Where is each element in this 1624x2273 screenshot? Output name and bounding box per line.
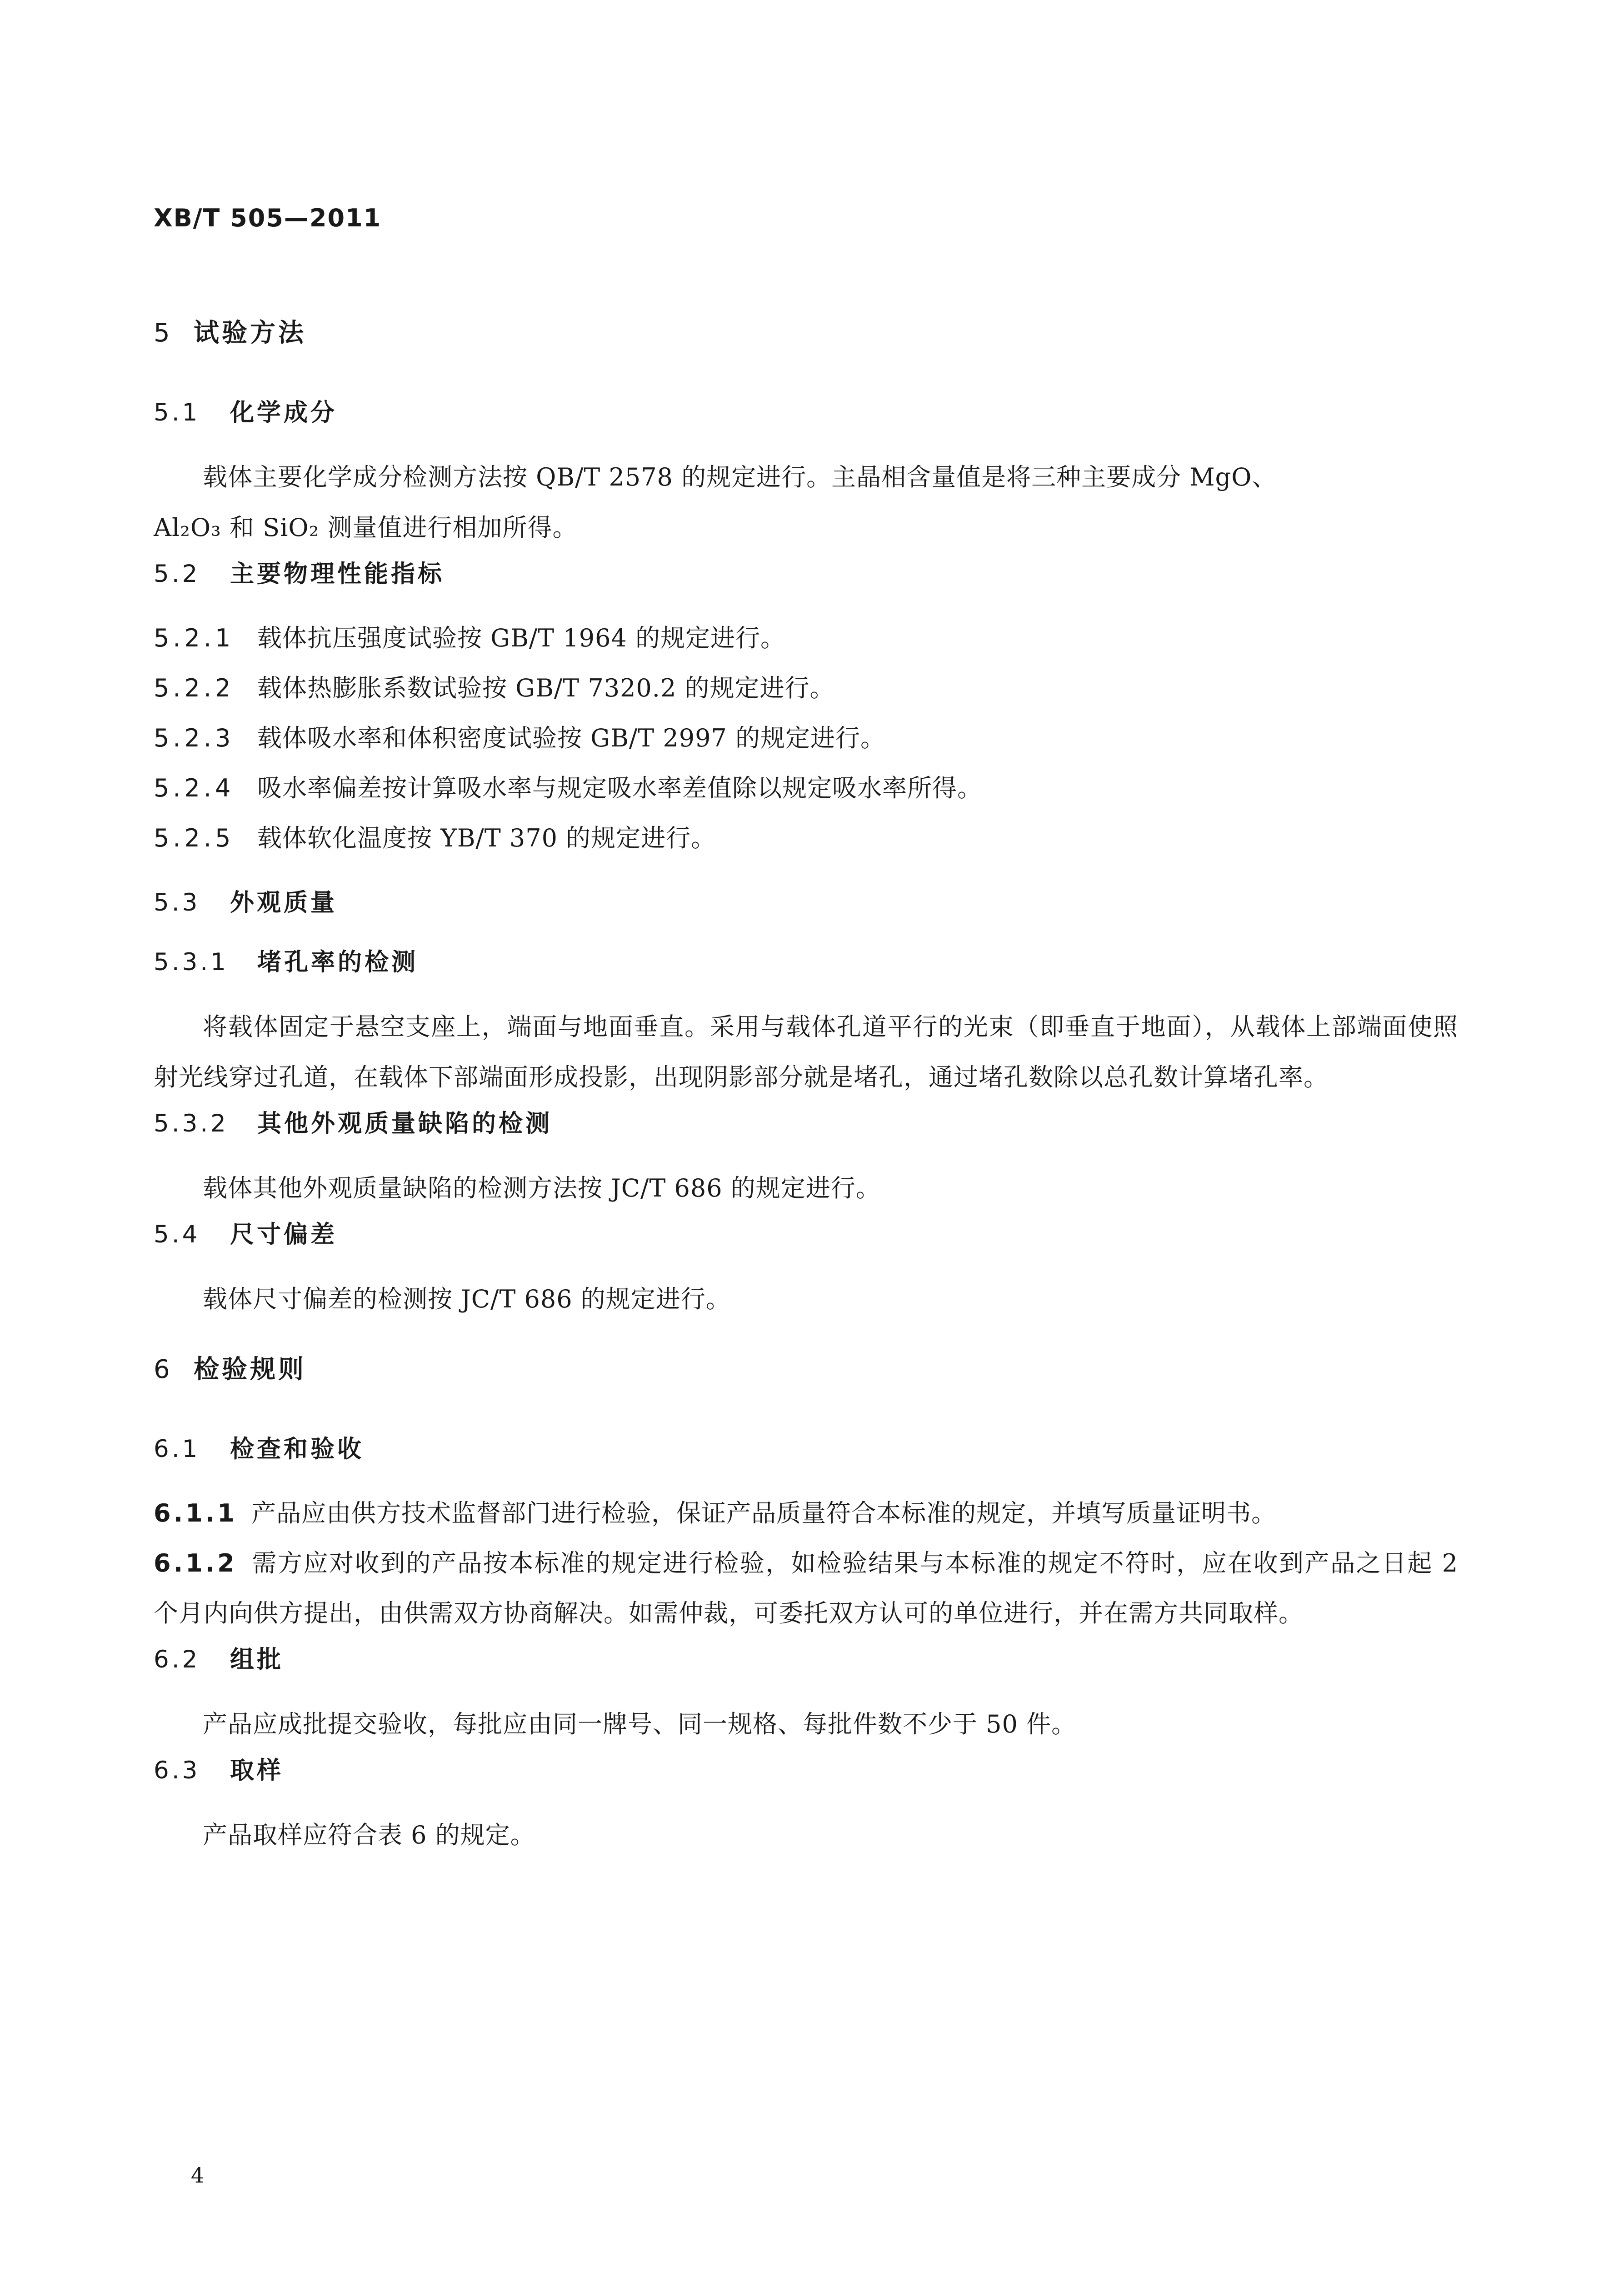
clause-5-2-2 [154, 663, 1458, 713]
section-title: 取样 [230, 1757, 284, 1784]
clause-number: 6.1.2 [154, 1549, 237, 1577]
paragraph-6-2: 产品应成批提交验收，每批应由同一牌号、同一规格、每批件数不少于 50 件。 [203, 1710, 1077, 1738]
document-body [154, 320, 1458, 1860]
section-title: 其他外观质量缺陷的检测 [257, 1110, 552, 1137]
section-number: 5.3.2 [154, 1110, 229, 1137]
clause-5-2-3 [154, 713, 1458, 763]
section-number: 6.3 [154, 1757, 200, 1784]
section-number: 5.3.1 [154, 948, 229, 976]
section-number: 5.3 [154, 889, 200, 916]
section-number: 6.2 [154, 1646, 200, 1673]
section-number: 5.4 [154, 1221, 200, 1248]
section-heading-5-3-2 [154, 1111, 1458, 1136]
clause-text: 吸水率偏差按计算吸水率与规定吸水率差值除以规定吸水率所得。 [257, 774, 982, 802]
clause-text: 载体软化温度按 YB/T 370 的规定进行。 [257, 824, 716, 852]
paragraph-5-1-line-1: 载体主要化学成分检测方法按 QB/T 2578 的规定进行。主晶相含量值是将三种主要成分 MgO、 [203, 463, 1277, 491]
section-number: 5 [154, 318, 173, 348]
clause-number: 5.2.5 [154, 824, 235, 852]
clause-text: 载体热膨胀系数试验按 GB/T 7320.2 的规定进行。 [257, 674, 835, 702]
clause-text: 产品应由供方技术监督部门进行检验，保证产品质量符合本标准的规定，并填写质量证明书。 [251, 1499, 1276, 1527]
section-title: 化学成分 [230, 399, 337, 426]
paragraph-5-3-1: 将载体固定于悬空支座上，端面与地面垂直。采用与载体孔道平行的光束（即垂直于地面），从载体上部端面使照射光线穿过孔道，在载体下部端面形成投影，出现阴影部分就是堵孔，通过堵孔数除以总孔数计算堵孔率。 [154, 1012, 1458, 1091]
clause-text: 需方应对收到的产品按本标准的规定进行检验，如检验结果与本标准的规定不符时，应在收到产品之日起 2 个月内向供方提出，由供需双方协商解决。如需仲裁，可委托双方认可的单位进行，并在需方共同取样。 [154, 1549, 1458, 1627]
clause-number: 6.1.1 [154, 1499, 237, 1527]
section-heading-5-3-1 [154, 950, 1458, 974]
section-number: 6 [154, 1355, 173, 1384]
section-heading-5-4 [154, 1222, 1458, 1247]
clause-number: 5.2.4 [154, 774, 235, 802]
section-title: 尺寸偏差 [230, 1221, 337, 1248]
clause-text: 载体吸水率和体积密度试验按 GB/T 2997 的规定进行。 [257, 724, 885, 752]
section-title: 试验方法 [194, 318, 306, 348]
section-title: 检查和验收 [230, 1435, 364, 1463]
clause-5-2-1 [154, 613, 1458, 663]
paragraph-5-4: 载体尺寸偏差的检测按 JC/T 686 的规定进行。 [203, 1285, 731, 1313]
section-heading-6-3 [154, 1758, 1458, 1782]
section-heading-6 [154, 1357, 1458, 1382]
section-heading-5 [154, 320, 1458, 346]
section-title: 堵孔率的检测 [257, 948, 418, 976]
clause-number: 5.2.3 [154, 724, 235, 752]
clause-text: 载体抗压强度试验按 GB/T 1964 的规定进行。 [257, 624, 785, 652]
section-heading-5-3 [154, 891, 1458, 915]
clause-number: 5.2.1 [154, 624, 235, 652]
section-heading-6-1 [154, 1437, 1458, 1461]
clause-5-2-5 [154, 813, 1458, 863]
paragraph-5-1-line-2: Al₂O₃ 和 SiO₂ 测量值进行相加所得。 [154, 513, 578, 542]
section-number: 5.2 [154, 560, 200, 588]
section-title: 外观质量 [230, 889, 337, 916]
section-heading-6-2 [154, 1647, 1458, 1672]
section-number: 5.1 [154, 399, 200, 426]
paragraph-6-3: 产品取样应符合表 6 的规定。 [203, 1821, 535, 1849]
section-title: 组批 [230, 1646, 284, 1673]
clause-number: 5.2.2 [154, 674, 235, 702]
paragraph-5-3-2: 载体其他外观质量缺陷的检测方法按 JC/T 686 的规定进行。 [203, 1174, 881, 1202]
section-title: 主要物理性能指标 [230, 560, 445, 588]
section-heading-5-2 [154, 562, 1458, 586]
section-title: 检验规则 [194, 1355, 306, 1384]
section-number: 6.1 [154, 1435, 200, 1463]
clause-6-1-2 [154, 1538, 1458, 1638]
clause-5-2-4 [154, 763, 1458, 813]
clause-6-1-1 [154, 1488, 1458, 1538]
section-heading-5-1 [154, 401, 1458, 425]
page-number: 4 [191, 2163, 205, 2188]
document-code: XB/T 505—2011 [154, 204, 382, 232]
